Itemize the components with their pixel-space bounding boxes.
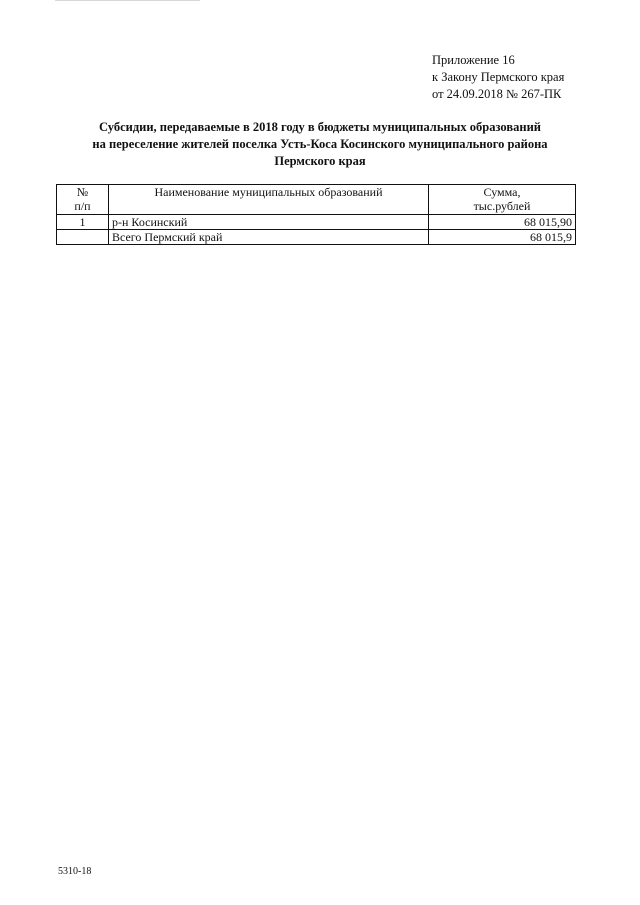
row-sum: 68 015,9 bbox=[429, 230, 576, 245]
header-number-sign: № bbox=[76, 185, 89, 199]
row-name: р-н Косинский bbox=[109, 215, 429, 230]
title-line-3: Пермского края bbox=[274, 154, 366, 168]
header-name: Наименование муниципальных образований bbox=[109, 185, 429, 215]
table-row bbox=[57, 215, 576, 230]
appendix-law-date: от 24.09.2018 № 267-ПК bbox=[432, 87, 562, 101]
table-total-row bbox=[57, 230, 576, 245]
row-name: Всего Пермский край bbox=[109, 230, 429, 245]
header-number-pp: п/п bbox=[74, 199, 91, 213]
row-number bbox=[57, 230, 109, 245]
title-line-2: на переселение жителей поселка Усть-Коса Косинского муниципального района bbox=[92, 137, 548, 151]
appendix-number: Приложение 16 bbox=[432, 53, 515, 67]
header-number bbox=[57, 185, 109, 215]
row-sum: 68 015,90 bbox=[429, 215, 576, 230]
header-sum bbox=[429, 185, 576, 215]
footer-code: 5310-18 bbox=[58, 866, 92, 877]
subsidies-table bbox=[56, 184, 576, 245]
header-sum-unit: тыс.рублей bbox=[473, 199, 531, 213]
top-rule bbox=[55, 0, 200, 1]
row-number: 1 bbox=[57, 215, 109, 230]
appendix-note bbox=[432, 52, 564, 103]
title-line-1: Субсидии, передаваемые в 2018 году в бюджеты муниципальных образований bbox=[99, 120, 541, 134]
table-header-row bbox=[57, 185, 576, 215]
appendix-law-ref: к Закону Пермского края bbox=[432, 70, 565, 84]
document-title bbox=[60, 119, 580, 170]
header-sum-label: Сумма, bbox=[483, 185, 521, 199]
